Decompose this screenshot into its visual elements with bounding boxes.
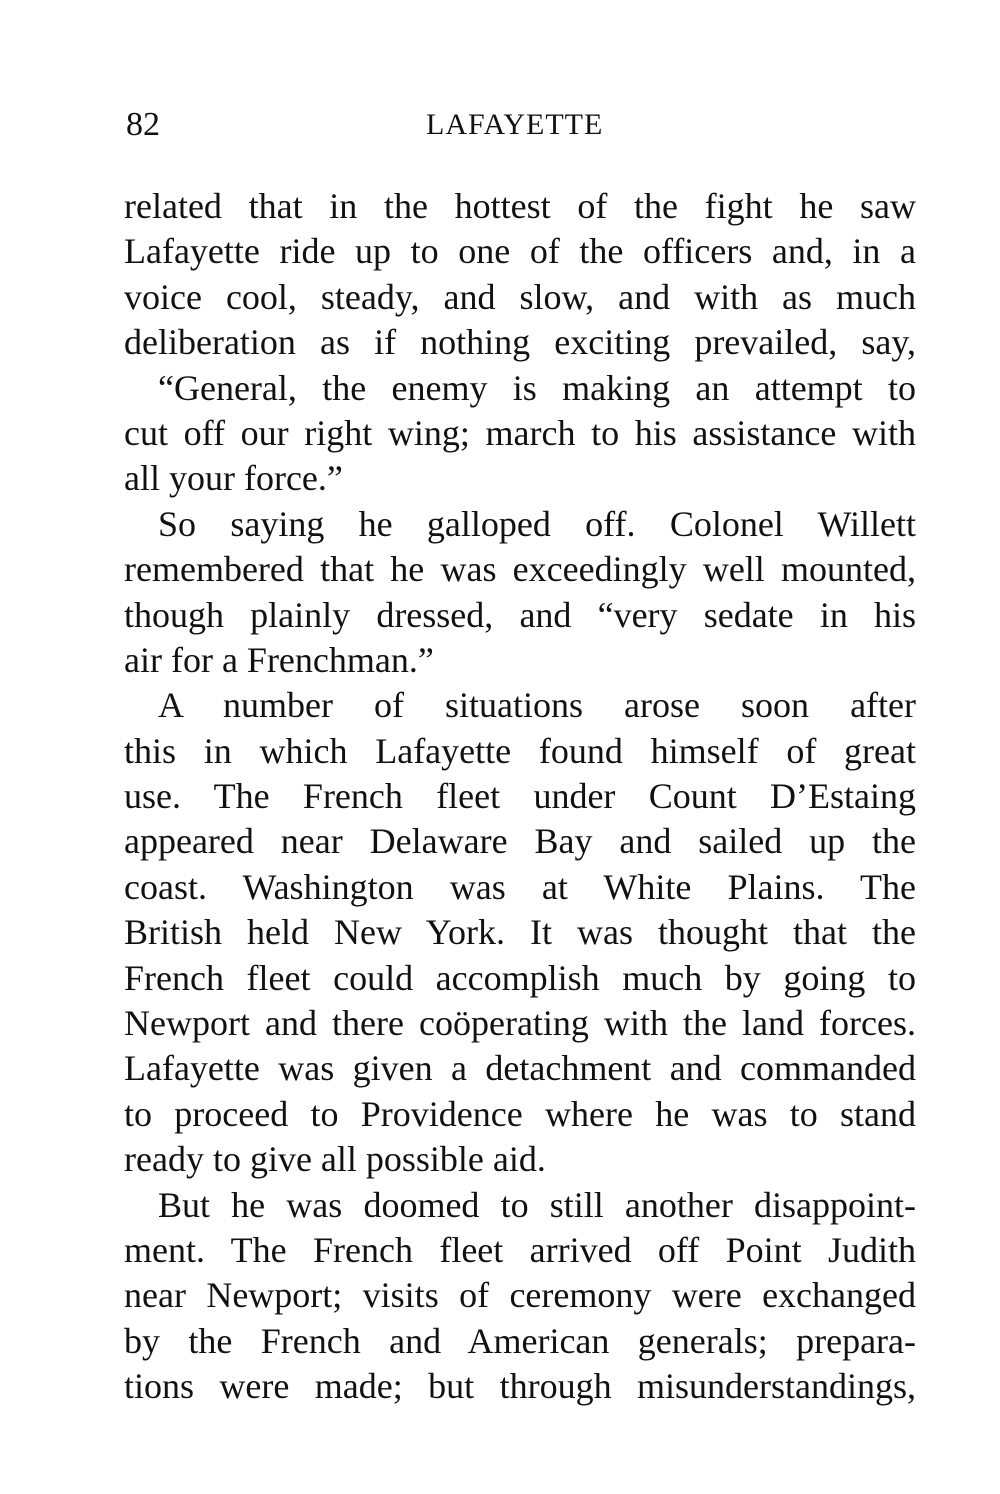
text-line: ment. The French fleet arrived off Point Judith xyxy=(124,1229,916,1270)
text-line: near Newport; visits of ceremony were exchanged xyxy=(124,1275,916,1316)
text-line: this in which Lafayette found himself of great xyxy=(124,730,916,771)
text-line: So saying he galloped off. Colonel Willett xyxy=(158,503,916,544)
text-line: air for a Frenchman.” xyxy=(124,639,434,680)
page-number: 82 xyxy=(126,106,160,143)
text-line: deliberation as if nothing exciting prevailed, say, xyxy=(124,322,916,363)
text-line: cut off our right wing; march to his assistance with xyxy=(124,412,916,453)
text-line: by the French and American generals; prepara- xyxy=(124,1320,916,1361)
running-title: LAFAYETTE xyxy=(426,108,604,141)
text-line: A number of situations arose soon after xyxy=(158,685,916,726)
text-line: Lafayette was given a detachment and commanded xyxy=(124,1048,916,1089)
text-line: French fleet could accomplish much by going to xyxy=(124,957,916,998)
text-line: voice cool, steady, and slow, and with as much xyxy=(124,276,916,317)
body-text xyxy=(124,184,916,1410)
text-line: ready to give all possible aid. xyxy=(124,1139,546,1180)
text-line: tions were made; but through misunderstandings, xyxy=(124,1366,916,1407)
text-line: Newport and there coöperating with the land forces. xyxy=(124,1003,916,1044)
text-line: to proceed to Providence where he was to stand xyxy=(124,1093,916,1134)
text-line: appeared near Delaware Bay and sailed up the xyxy=(124,821,916,862)
text-line: coast. Washington was at White Plains. The xyxy=(124,866,916,907)
text-line: though plainly dressed, and “very sedate in his xyxy=(124,594,916,635)
text-line: “General, the enemy is making an attempt to xyxy=(158,367,916,408)
text-line: use. The French fleet under Count D’Estaing xyxy=(124,776,916,817)
text-line: all your force.” xyxy=(124,458,343,499)
text-line: remembered that he was exceedingly well mounted, xyxy=(124,549,916,590)
text-line: But he was doomed to still another disappoint- xyxy=(158,1184,916,1225)
text-line: related that in the hottest of the fight he saw xyxy=(124,186,916,226)
text-line: Lafayette ride up to one of the officers and, in a xyxy=(124,231,916,272)
text-line: British held New York. It was thought that the xyxy=(124,912,916,953)
running-head xyxy=(126,100,916,150)
